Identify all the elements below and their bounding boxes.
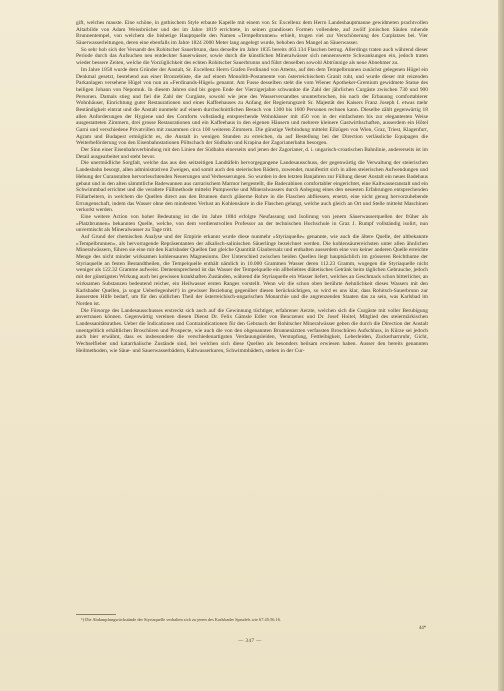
paragraph: Die Fürsorge des Landesausschusses erstreckt sich auch auf die Gewinnung tüchtiger, erfahrener Aerzte, welchen sich die Curgäste mit voller Berubigung anvertrauen können. Gegenwärtig vereinen diesen Dienst Dr. Felix Gämsle Edler von Benczenez und Dr. Josef Hoitel, Mitglied des steiermärkischen Landessanitätsrathes. Ueber die Indicationen und Contraindicationen für den Gebrauch der Rohitscher Mineralwässer geben die durch die Direction der Anstalt unentgeltlich erhältlichen Broschüren und Prospecte, wie auch die von den obgenannten Brunnenärzten verfassten Broschüren Aufschluss, in Kürze sei jedoch auch hier erwähnt, dass es insbesondere die verschiedenartigsten Verdauungsleiden, Verstopfung, Fettleibigkeit, Leberleiden, Zuckerharnruhr, Gicht, Wechselfieber und katarrhalische Zustände sind, bei welchen sich diese Quellen als besonders heilsam erwiesen haben. Ausser den bereits genannten Heilmethoden, wie Säue- und Sauerwasserbädern, Kaltwasserkuren, Schwimmbädern, stehen in der Cur- bbox=[76, 307, 428, 354]
body-text bbox=[76, 20, 428, 354]
paragraph: Auf Grund der chemischen Analyse und der Empirie erkannt wurde diese nunmehr »Styriaquelle« genannte, wie auch die ältere Quelle, der altbekannte »Tempelbrunnen«, als hervorragende Repräsentanten der alkalisch-salinischen Säuerlinge bezeichnet werden. Die kohlensäurereichsten unter allen ähnlichen Mineralwässern, führen sie eine mit den Karlsbader Quellen fast gleiche Quantität Glaubersalz und enthalten ausserdem eine von keiner anderen Quelle erreichte Menge des nicht minder wirksamen kohlensauren Magnesiums. Der Unterschied zwischen beiden Quellen liegt hauptsächlich im grösseren Reichthume der Styriaquelle an festen Bestandtheilen, die Tempelquelle enthält nämlich in 10.000 Grammen Wasser deren 112.23 Gramm, wogegen die Styriaquelle nicht weniger als 122.32 Gramme aufweist. Dementsprechend ist das Wasser der Tempelquelle ein allbeliebtes diätetisches Getränk beim täglichen Gebrauche, jedoch mit der günstigsten Wirkung auch bei gewissen krankhaften Zuständen, während die Styriaquelle ein Wasser liefert, welches an Geschmack schon bitterlicher, an wirksamen Substanzen bedeutend reicher, ein Heilwasser ersten Ranges vorstellt. Wenn wir die schon oben berührte Aehnlichkeit dieses Wassers mit den Karlsbader Quellen, ja sogar Ueberlegenheit¹) in gewisser Beziehung gegenüber diesen berücksichtigen, so wird es uns klar, dass Rohitsch-Sauerbrunn zur äussersten Hilfe bedarf, um für den südlichen Theil der österreichisch-ungarischen Monarchie und die angrenzenden Staaten das zu sein, was Karlsbad im Norden ist. bbox=[76, 234, 428, 307]
paragraph: Der Sinn einer Eisenbahnverbindung mit den Linien der Südbahn einerseits und jenen der Zagorianer, d. i. ungarisch-croatischen Bahnlinie, andererseits ist im Detail ausgearbeitet und steht bevor. bbox=[76, 147, 428, 160]
paragraph: Eine weitere Action von hoher Bedeutung ist die im Jahre 1884 erfolgte Neufassung und Isolirung von jenem Säuerwasserquellen der früher als »Platzbrunnen« bekannten Quelle, welche, von dem verdienstvollen Professor an der technischen Hochschule in Graz J. Rumpf vollständig isolirt, nun unvermischt als Mineralwasser zu Tage tritt. bbox=[76, 213, 428, 234]
signature-mark: 44* bbox=[419, 626, 427, 631]
paragraph: Im Jahre 1858 wurde dem Gründer der Anstalt, Sr. Excellenz Herrn Grafen Ferdinand von Attems, auf den dem Tempelbrunnen zunächst gelegenen Hügel ein Denkmal gesetzt, bestehend aus einer Bronzebüste, die auf einem Monolith-Postamente von österreichischem Granit ruht, und wurde dieser mit reizenden Parkanlagen versehene Hügel von nun an »Ferdinands-Hügel« genannt. Am Fusse desselben steht die vom Wiener Apotheker-Gremium gewidmete Statue des heiligen Johann von Nepomuk. In diesem Jahren sind bis gegen Ende der Vierzigerjahre schwankte die Zahl der jährlichen Curgäste zwischen 730 und 900 Personen. Damals stieg und fiel die Zahl der Curgäste, sowohl wie jene des Wasserversandtes ununterbrochen, bis nach der Erbauung comfortablerer Wohnhäuser, Einrichtung guter Restaurationen und eines Kaffeehauses zu Anfang der Regierungszeit Sr. Majestät des Kaisers Franz Joseph I. etwas mehr Beständigkeit eintrat und die Anstalt nunmehr auf einem durchschnittlichen Besuch von 1300 bis 1600 Personen rechnen kann. Dieselbe zählt gegenwärtig 18 allen Anforderungen der Hygiene und des Comforts vollständig entsprechende Wohnhäuser mit 450 von in der einfachsten bis zur elegantesten Weise ausgestatteten Zimmern, drei grosse Restaurationen und ein Kaffeehaus in den eigenen Häusern und mehrere kleinere Gastwirthschaften, ausserdem ein Hôtel Garni und verschiedene Privatvillen mit zusammen circa 100 weiteren Zimmern. Die günstige Verbindung mittelst Eilzügen von Wien, Graz, Triest, Klagenfurt, Agram und Budapest ermöglicht es, die Anstalt in wenigen Stunden zu erreichen, da auf Bestellung bei der Direction verlässliche Equipagen die Weiterbeförderung von den Eisenbahnstationen Pöltschach der Südbahn und Krapina der Zagorianerbahn besorgen. bbox=[76, 66, 428, 147]
page-number: — 347 — bbox=[238, 639, 262, 644]
paragraph: gift, welches mauste. Eine schöne, in gothischem Style erbaute Kapelle mit einem von Sr. Excellenz dem Herrn Landeshauptmanne gewidmeten prachtvollen Altarbilde von Adam Weissbrücher und der im Jahre 1819 errichtete, in seinen grandiosen Formen vollendete, auf zwölf jonischen Säulen ruhende Brunnentempel, von welchem die bisherige Hauptquelle den Namen »Tempelbrunnen« erhielt, trugen viel zur Verschönerung des Curplatzes bei. Vier Säuerwasserleitungen, deren eine ebenfalls im Jahre 1824 2000 Meter lang angelegt wurde, behoben den Mangel an Säuerwasser. bbox=[76, 20, 428, 47]
footnote-rule bbox=[76, 614, 116, 615]
footnote: ¹) Die Abdampfungsrückstände der Styriaquelle verhalten sich zu jenen des Karlsbader Sprudels wie 67.45:56.16. bbox=[81, 617, 282, 622]
paragraph: So sehr hob sich der Versandt des Rohitscher Sauerbrunn, dass derselbe im Jahre 1835 bereits 463.134 Flaschen betrug. Allerdings traten auch während dieser Periode durch das Aufsuchen neu entdeckter Sauerwässer, sowie durch die künstlichen Mineralwässer sich nennenswerte Schwankungen ein, jedoch traten wieder bessere Zeiten, welche die Vorzüglichkeit des echten Rohitscher Sauerbrunns und führt denselben sowohl Abtrünnige als neue Abnehmer zu. bbox=[76, 46, 428, 67]
page-edge-shadow bbox=[498, 0, 504, 691]
paragraph: Die unermüdliche Sorgfalt, welche das aus den seitzeitigen Landtäfeln hervorgegangene Landesausschuss, der gegenwärtig die Verwaltung der steierischen Landesbahn besorgt, allen administrativen Zweigen, und somit auch den steierischen Bädern, zuwendet, manifestirt sich in allen steierischen Aufwendungen und Hebung der Curanstalten hervorleuchtenden Neuerungen und Verbesserungen. So wurden in den letzten Banjahren zur Füllung dieser Anstalt ein neues Badehaus gebaut und in den alten sämmtliche Badewannen aus carrarischem Marmor hergestellt, die Badecabinen comfortabler eingerichtet, eine Kaltwasseranstalt und ein Schwimmbad errichtet und die veraltete Füllmethode mittelst Pumpwerke und Mineralwassers durch Anlegung eines den neuesten Erfahrungen entsprechenden Füllarbeitern, in welchem die Quellen direct aus den Brunnen durch gläserne Rohre in die Flaschen abfliessen, ersetzt, eine nicht genug hervorzuhebende Errungenschaft, indem das Wasser ohne den mindesten Verlust an Kohlensäure in die Flaschen gelangt, welche auch gleich an Ort und Stelle mittelst Maschinen verkorkt werden. bbox=[76, 160, 428, 214]
